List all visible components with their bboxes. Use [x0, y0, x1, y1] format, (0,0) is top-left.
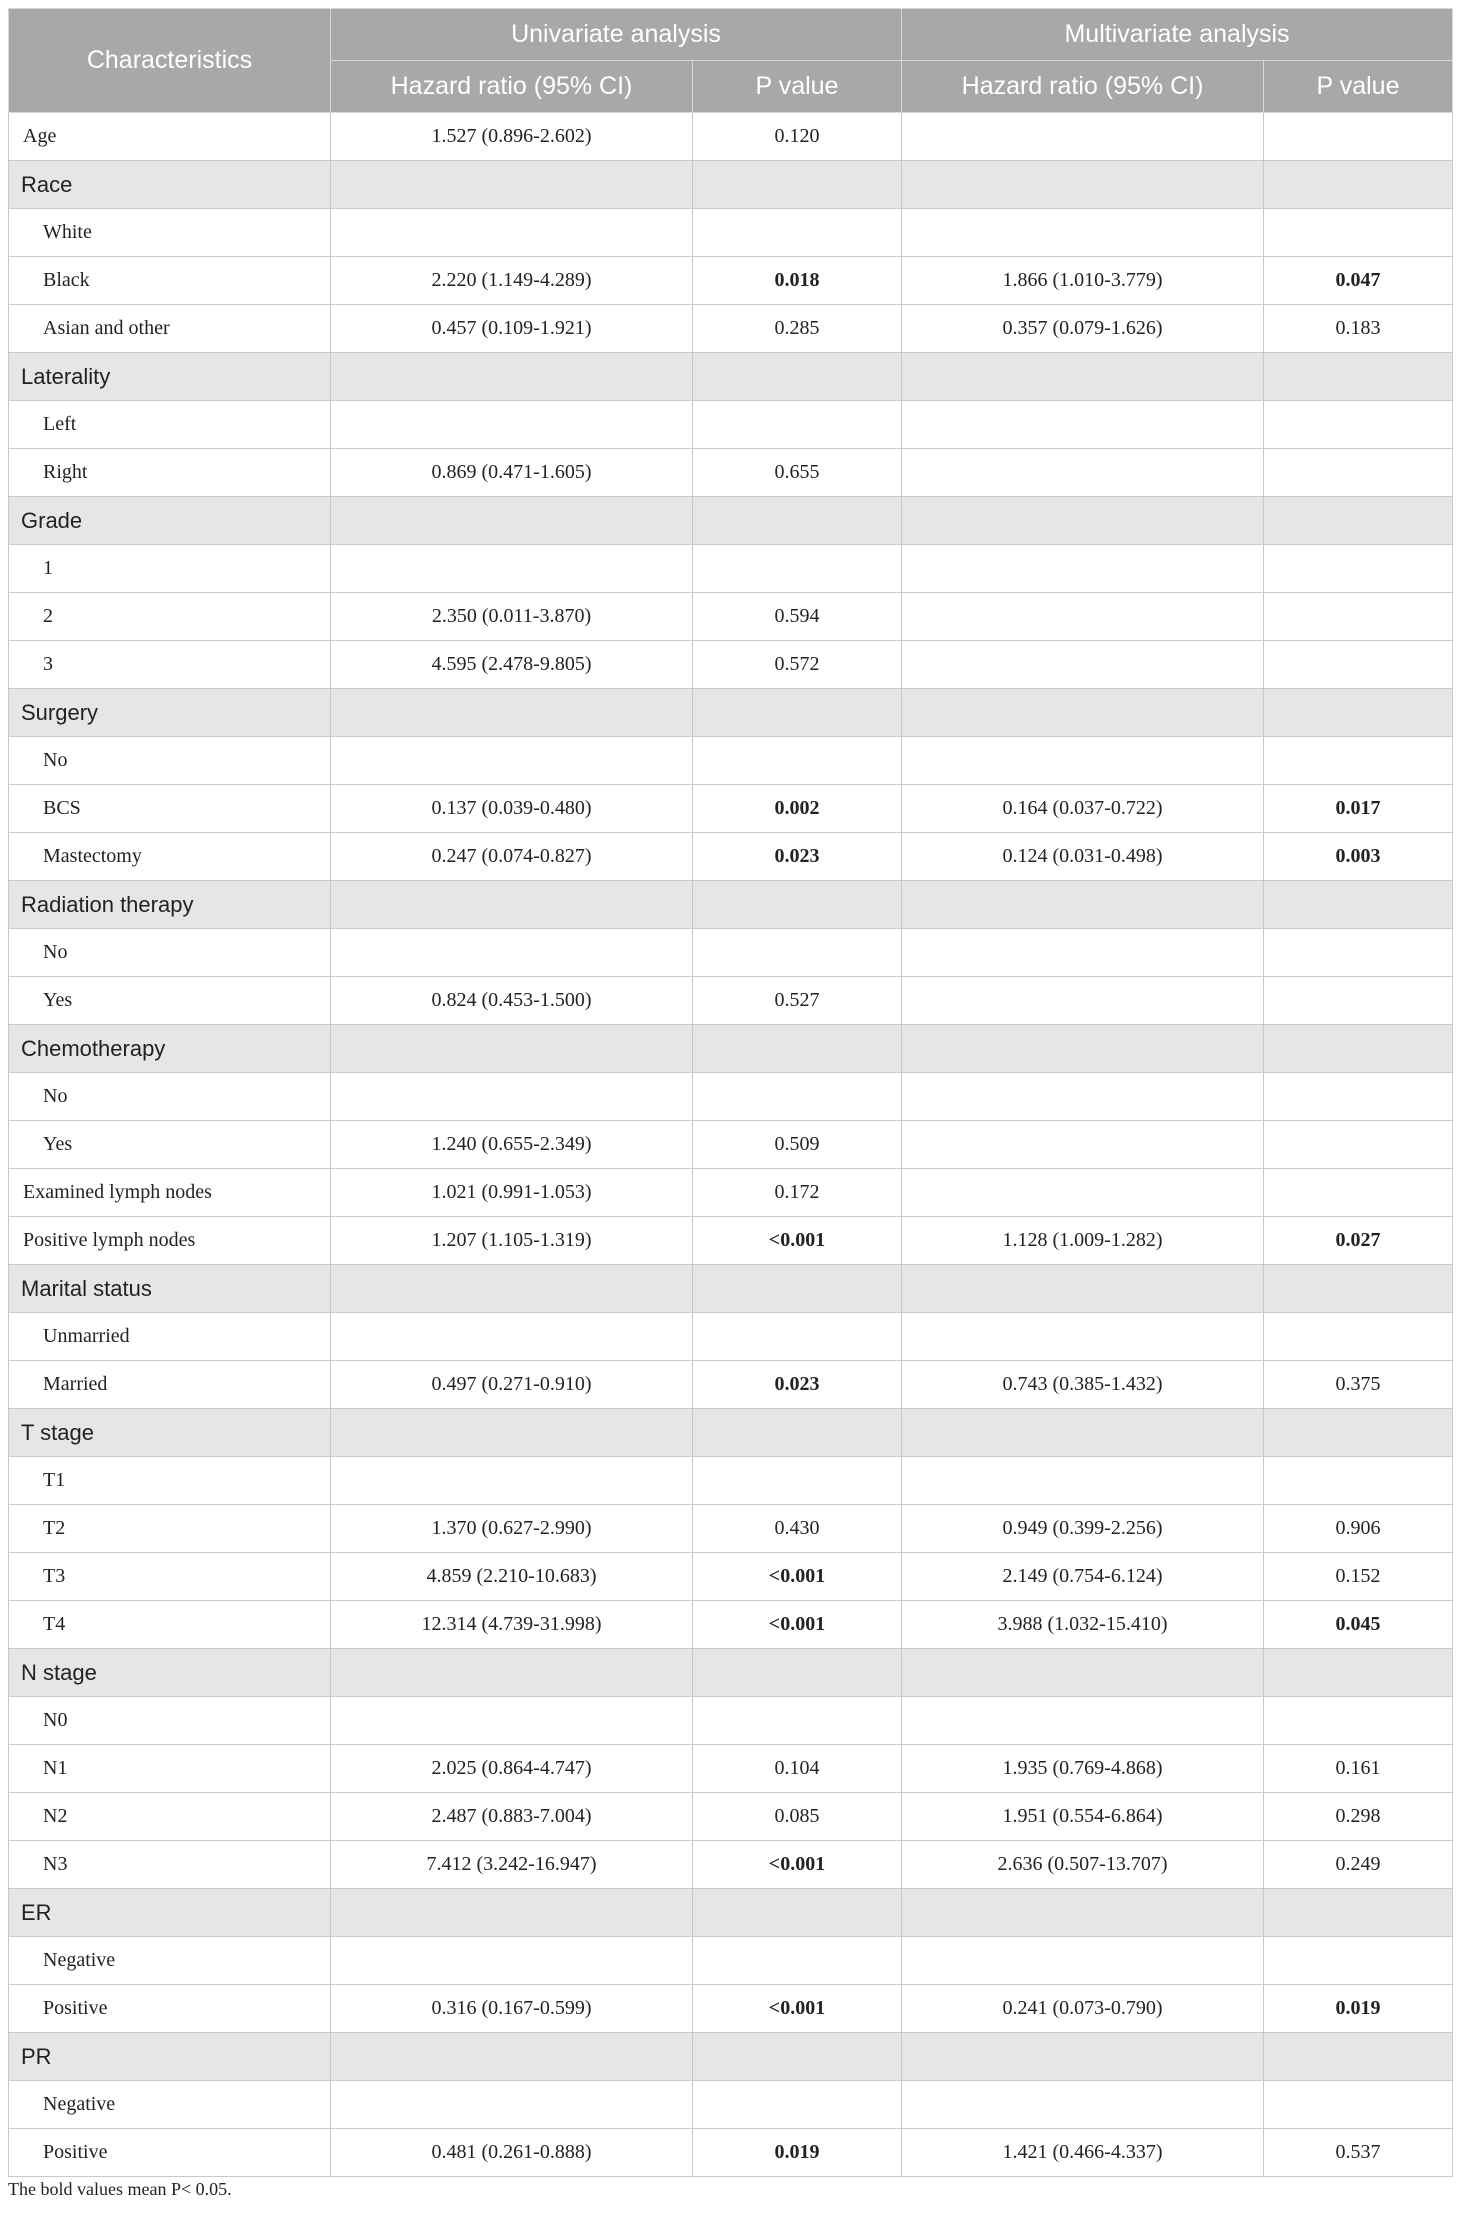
empty-cell [902, 1649, 1264, 1697]
header-multivariate-hr: Hazard ratio (95% CI) [902, 61, 1264, 113]
empty-cell [693, 881, 902, 929]
row-label: Examined lymph nodes [9, 1169, 331, 1217]
multivariate-p-cell: 0.906 [1264, 1505, 1453, 1553]
row-label: 1 [9, 545, 331, 593]
table-row [9, 401, 1453, 449]
univariate-hr-cell: 2.220 (1.149-4.289) [331, 257, 693, 305]
empty-cell [331, 1025, 693, 1073]
multivariate-p-cell [1264, 209, 1453, 257]
empty-cell [331, 881, 693, 929]
category-row [9, 1649, 1453, 1697]
univariate-p-cell: <0.001 [693, 1985, 902, 2033]
univariate-p-cell: 0.430 [693, 1505, 902, 1553]
row-label: Married [9, 1361, 331, 1409]
row-label: Left [9, 401, 331, 449]
multivariate-hr-cell: 0.164 (0.037-0.722) [902, 785, 1264, 833]
category-row [9, 497, 1453, 545]
multivariate-hr-cell [902, 545, 1264, 593]
empty-cell [1264, 1265, 1453, 1313]
table-row [9, 545, 1453, 593]
univariate-hr-cell [331, 737, 693, 785]
univariate-hr-cell: 0.481 (0.261-0.888) [331, 2129, 693, 2177]
multivariate-p-cell: 0.298 [1264, 1793, 1453, 1841]
row-label: N3 [9, 1841, 331, 1889]
multivariate-hr-cell: 1.951 (0.554-6.864) [902, 1793, 1264, 1841]
table-row [9, 305, 1453, 353]
row-label: Negative [9, 2081, 331, 2129]
multivariate-hr-cell [902, 401, 1264, 449]
multivariate-hr-cell [902, 1313, 1264, 1361]
row-label: T2 [9, 1505, 331, 1553]
multivariate-p-cell [1264, 113, 1453, 161]
multivariate-hr-cell: 1.935 (0.769-4.868) [902, 1745, 1264, 1793]
univariate-hr-cell [331, 1697, 693, 1745]
table-row [9, 209, 1453, 257]
univariate-p-cell: 0.104 [693, 1745, 902, 1793]
row-label: BCS [9, 785, 331, 833]
category-label: N stage [9, 1649, 331, 1697]
category-label: Chemotherapy [9, 1025, 331, 1073]
empty-cell [1264, 161, 1453, 209]
univariate-p-cell [693, 209, 902, 257]
empty-cell [1264, 1409, 1453, 1457]
univariate-hr-cell [331, 1073, 693, 1121]
row-label: T4 [9, 1601, 331, 1649]
table-row [9, 1169, 1453, 1217]
table-row [9, 1697, 1453, 1745]
category-row [9, 1889, 1453, 1937]
univariate-hr-cell: 12.314 (4.739-31.998) [331, 1601, 693, 1649]
row-label: No [9, 737, 331, 785]
univariate-hr-cell [331, 1313, 693, 1361]
empty-cell [902, 1889, 1264, 1937]
row-label: 2 [9, 593, 331, 641]
univariate-p-cell: 0.285 [693, 305, 902, 353]
univariate-hr-cell: 0.137 (0.039-0.480) [331, 785, 693, 833]
category-row [9, 881, 1453, 929]
table-row [9, 1601, 1453, 1649]
table-row [9, 257, 1453, 305]
table-row [9, 833, 1453, 881]
multivariate-hr-cell: 0.949 (0.399-2.256) [902, 1505, 1264, 1553]
table-row [9, 977, 1453, 1025]
empty-cell [331, 353, 693, 401]
univariate-p-cell: 0.509 [693, 1121, 902, 1169]
table-row [9, 785, 1453, 833]
multivariate-p-cell: 0.249 [1264, 1841, 1453, 1889]
table-row [9, 1937, 1453, 1985]
empty-cell [693, 2033, 902, 2081]
univariate-p-cell [693, 2081, 902, 2129]
empty-cell [693, 1025, 902, 1073]
empty-cell [902, 1409, 1264, 1457]
table-row [9, 1505, 1453, 1553]
category-label: Surgery [9, 689, 331, 737]
univariate-p-cell: <0.001 [693, 1553, 902, 1601]
empty-cell [1264, 2033, 1453, 2081]
empty-cell [331, 689, 693, 737]
table-row [9, 1217, 1453, 1265]
univariate-hr-cell: 0.497 (0.271-0.910) [331, 1361, 693, 1409]
multivariate-hr-cell [902, 641, 1264, 689]
empty-cell [1264, 1889, 1453, 1937]
empty-cell [902, 1025, 1264, 1073]
empty-cell [1264, 353, 1453, 401]
empty-cell [693, 1889, 902, 1937]
multivariate-p-cell [1264, 1121, 1453, 1169]
row-label: No [9, 929, 331, 977]
multivariate-p-cell [1264, 545, 1453, 593]
multivariate-hr-cell [902, 2081, 1264, 2129]
table-body [9, 113, 1453, 2177]
univariate-hr-cell: 2.350 (0.011-3.870) [331, 593, 693, 641]
row-label: Negative [9, 1937, 331, 1985]
multivariate-p-cell: 0.027 [1264, 1217, 1453, 1265]
table-row [9, 1313, 1453, 1361]
multivariate-p-cell [1264, 1937, 1453, 1985]
univariate-p-cell: 0.023 [693, 833, 902, 881]
multivariate-hr-cell [902, 449, 1264, 497]
univariate-hr-cell: 0.247 (0.074-0.827) [331, 833, 693, 881]
row-label: T3 [9, 1553, 331, 1601]
univariate-hr-cell [331, 401, 693, 449]
table-row [9, 2081, 1453, 2129]
table-row [9, 113, 1453, 161]
row-label: N1 [9, 1745, 331, 1793]
univariate-hr-cell: 1.370 (0.627-2.990) [331, 1505, 693, 1553]
univariate-p-cell: 0.085 [693, 1793, 902, 1841]
univariate-hr-cell: 7.412 (3.242-16.947) [331, 1841, 693, 1889]
header-univariate: Univariate analysis [331, 9, 902, 61]
row-label: 3 [9, 641, 331, 689]
category-label: ER [9, 1889, 331, 1937]
multivariate-p-cell: 0.047 [1264, 257, 1453, 305]
multivariate-hr-cell: 0.124 (0.031-0.498) [902, 833, 1264, 881]
table-row [9, 1457, 1453, 1505]
multivariate-hr-cell [902, 737, 1264, 785]
empty-cell [1264, 881, 1453, 929]
row-label: Right [9, 449, 331, 497]
table-row [9, 929, 1453, 977]
empty-cell [331, 2033, 693, 2081]
empty-cell [693, 1649, 902, 1697]
univariate-p-cell: <0.001 [693, 1601, 902, 1649]
multivariate-p-cell [1264, 1457, 1453, 1505]
table-row [9, 1793, 1453, 1841]
category-row [9, 1025, 1453, 1073]
category-label: Laterality [9, 353, 331, 401]
category-row [9, 2033, 1453, 2081]
row-label: No [9, 1073, 331, 1121]
multivariate-p-cell: 0.003 [1264, 833, 1453, 881]
empty-cell [902, 2033, 1264, 2081]
empty-cell [1264, 1025, 1453, 1073]
table-row [9, 2129, 1453, 2177]
row-label: Positive lymph nodes [9, 1217, 331, 1265]
empty-cell [331, 161, 693, 209]
multivariate-p-cell: 0.537 [1264, 2129, 1453, 2177]
univariate-hr-cell: 0.457 (0.109-1.921) [331, 305, 693, 353]
univariate-hr-cell: 4.595 (2.478-9.805) [331, 641, 693, 689]
empty-cell [693, 689, 902, 737]
header-multivariate-p: P value [1264, 61, 1453, 113]
univariate-hr-cell: 0.824 (0.453-1.500) [331, 977, 693, 1025]
multivariate-hr-cell: 1.421 (0.466-4.337) [902, 2129, 1264, 2177]
univariate-p-cell [693, 1073, 902, 1121]
table-row [9, 593, 1453, 641]
category-label: Grade [9, 497, 331, 545]
table-header [9, 9, 1453, 113]
multivariate-hr-cell [902, 1697, 1264, 1745]
category-label: PR [9, 2033, 331, 2081]
univariate-p-cell: 0.002 [693, 785, 902, 833]
univariate-p-cell: 0.172 [693, 1169, 902, 1217]
empty-cell [1264, 1649, 1453, 1697]
univariate-p-cell: 0.655 [693, 449, 902, 497]
empty-cell [693, 161, 902, 209]
empty-cell [693, 1265, 902, 1313]
row-label: Yes [9, 977, 331, 1025]
multivariate-p-cell [1264, 737, 1453, 785]
category-label: Marital status [9, 1265, 331, 1313]
univariate-hr-cell [331, 1457, 693, 1505]
univariate-p-cell: 0.019 [693, 2129, 902, 2177]
category-row [9, 161, 1453, 209]
row-label: Asian and other [9, 305, 331, 353]
univariate-hr-cell [331, 1937, 693, 1985]
univariate-hr-cell: 4.859 (2.210-10.683) [331, 1553, 693, 1601]
univariate-p-cell [693, 737, 902, 785]
row-label: T1 [9, 1457, 331, 1505]
univariate-hr-cell [331, 2081, 693, 2129]
multivariate-p-cell: 0.045 [1264, 1601, 1453, 1649]
multivariate-hr-cell: 3.988 (1.032-15.410) [902, 1601, 1264, 1649]
table-row [9, 1985, 1453, 2033]
univariate-hr-cell: 0.316 (0.167-0.599) [331, 1985, 693, 2033]
table-wrapper [8, 8, 1452, 2200]
multivariate-p-cell [1264, 1313, 1453, 1361]
multivariate-p-cell: 0.019 [1264, 1985, 1453, 2033]
category-row [9, 1409, 1453, 1457]
header-characteristics: Characteristics [9, 9, 331, 113]
cox-regression-table [8, 8, 1453, 2177]
empty-cell [693, 497, 902, 545]
multivariate-hr-cell [902, 1073, 1264, 1121]
univariate-p-cell: 0.594 [693, 593, 902, 641]
multivariate-hr-cell [902, 1121, 1264, 1169]
row-label: Unmarried [9, 1313, 331, 1361]
header-univariate-hr: Hazard ratio (95% CI) [331, 61, 693, 113]
category-label: T stage [9, 1409, 331, 1457]
multivariate-p-cell [1264, 401, 1453, 449]
multivariate-hr-cell [902, 209, 1264, 257]
univariate-hr-cell: 2.487 (0.883-7.004) [331, 1793, 693, 1841]
empty-cell [902, 353, 1264, 401]
empty-cell [693, 1409, 902, 1457]
univariate-hr-cell [331, 929, 693, 977]
univariate-p-cell [693, 545, 902, 593]
multivariate-p-cell [1264, 2081, 1453, 2129]
multivariate-p-cell [1264, 641, 1453, 689]
row-label: Yes [9, 1121, 331, 1169]
empty-cell [331, 1649, 693, 1697]
univariate-p-cell: 0.023 [693, 1361, 902, 1409]
row-label: Positive [9, 2129, 331, 2177]
multivariate-p-cell [1264, 1169, 1453, 1217]
multivariate-p-cell: 0.161 [1264, 1745, 1453, 1793]
univariate-p-cell [693, 1937, 902, 1985]
empty-cell [331, 1889, 693, 1937]
category-row [9, 689, 1453, 737]
multivariate-hr-cell: 2.149 (0.754-6.124) [902, 1553, 1264, 1601]
empty-cell [902, 689, 1264, 737]
univariate-p-cell: <0.001 [693, 1217, 902, 1265]
table-row [9, 1745, 1453, 1793]
category-row [9, 353, 1453, 401]
multivariate-hr-cell: 0.241 (0.073-0.790) [902, 1985, 1264, 2033]
row-label: N0 [9, 1697, 331, 1745]
multivariate-hr-cell: 1.866 (1.010-3.779) [902, 257, 1264, 305]
table-row [9, 449, 1453, 497]
univariate-p-cell [693, 1697, 902, 1745]
univariate-p-cell: 0.572 [693, 641, 902, 689]
univariate-p-cell: 0.120 [693, 113, 902, 161]
empty-cell [902, 881, 1264, 929]
multivariate-p-cell [1264, 977, 1453, 1025]
empty-cell [331, 1265, 693, 1313]
univariate-hr-cell: 2.025 (0.864-4.747) [331, 1745, 693, 1793]
table-row [9, 737, 1453, 785]
empty-cell [902, 497, 1264, 545]
univariate-hr-cell: 1.240 (0.655-2.349) [331, 1121, 693, 1169]
multivariate-p-cell: 0.017 [1264, 785, 1453, 833]
empty-cell [331, 1409, 693, 1457]
univariate-p-cell [693, 1313, 902, 1361]
row-label: Mastectomy [9, 833, 331, 881]
multivariate-p-cell: 0.152 [1264, 1553, 1453, 1601]
multivariate-hr-cell: 0.357 (0.079-1.626) [902, 305, 1264, 353]
empty-cell [902, 1265, 1264, 1313]
table-row [9, 1121, 1453, 1169]
multivariate-hr-cell [902, 929, 1264, 977]
row-label: N2 [9, 1793, 331, 1841]
univariate-p-cell [693, 929, 902, 977]
table-row [9, 1841, 1453, 1889]
category-label: Radiation therapy [9, 881, 331, 929]
multivariate-hr-cell [902, 593, 1264, 641]
multivariate-p-cell [1264, 1073, 1453, 1121]
multivariate-p-cell [1264, 593, 1453, 641]
univariate-hr-cell: 0.869 (0.471-1.605) [331, 449, 693, 497]
multivariate-hr-cell: 2.636 (0.507-13.707) [902, 1841, 1264, 1889]
empty-cell [331, 497, 693, 545]
multivariate-hr-cell [902, 977, 1264, 1025]
univariate-p-cell: 0.018 [693, 257, 902, 305]
multivariate-p-cell [1264, 449, 1453, 497]
univariate-hr-cell [331, 209, 693, 257]
multivariate-hr-cell: 1.128 (1.009-1.282) [902, 1217, 1264, 1265]
row-label: White [9, 209, 331, 257]
univariate-p-cell: 0.527 [693, 977, 902, 1025]
univariate-hr-cell: 1.207 (1.105-1.319) [331, 1217, 693, 1265]
category-label: Race [9, 161, 331, 209]
univariate-p-cell [693, 1457, 902, 1505]
table-row [9, 1361, 1453, 1409]
multivariate-p-cell [1264, 929, 1453, 977]
row-label: Age [9, 113, 331, 161]
empty-cell [693, 353, 902, 401]
empty-cell [902, 161, 1264, 209]
multivariate-hr-cell [902, 113, 1264, 161]
univariate-hr-cell: 1.527 (0.896-2.602) [331, 113, 693, 161]
univariate-hr-cell: 1.021 (0.991-1.053) [331, 1169, 693, 1217]
multivariate-p-cell: 0.375 [1264, 1361, 1453, 1409]
univariate-p-cell [693, 401, 902, 449]
multivariate-hr-cell [902, 1169, 1264, 1217]
header-univariate-p: P value [693, 61, 902, 113]
header-multivariate: Multivariate analysis [902, 9, 1453, 61]
table-row [9, 641, 1453, 689]
table-row [9, 1073, 1453, 1121]
multivariate-p-cell [1264, 1697, 1453, 1745]
footnote: The bold values mean P< 0.05. [8, 2179, 232, 2199]
univariate-hr-cell [331, 545, 693, 593]
table-row [9, 1553, 1453, 1601]
row-label: Positive [9, 1985, 331, 2033]
multivariate-hr-cell [902, 1937, 1264, 1985]
row-label: Black [9, 257, 331, 305]
multivariate-p-cell: 0.183 [1264, 305, 1453, 353]
multivariate-hr-cell: 0.743 (0.385-1.432) [902, 1361, 1264, 1409]
empty-cell [1264, 689, 1453, 737]
empty-cell [1264, 497, 1453, 545]
category-row [9, 1265, 1453, 1313]
univariate-p-cell: <0.001 [693, 1841, 902, 1889]
multivariate-hr-cell [902, 1457, 1264, 1505]
